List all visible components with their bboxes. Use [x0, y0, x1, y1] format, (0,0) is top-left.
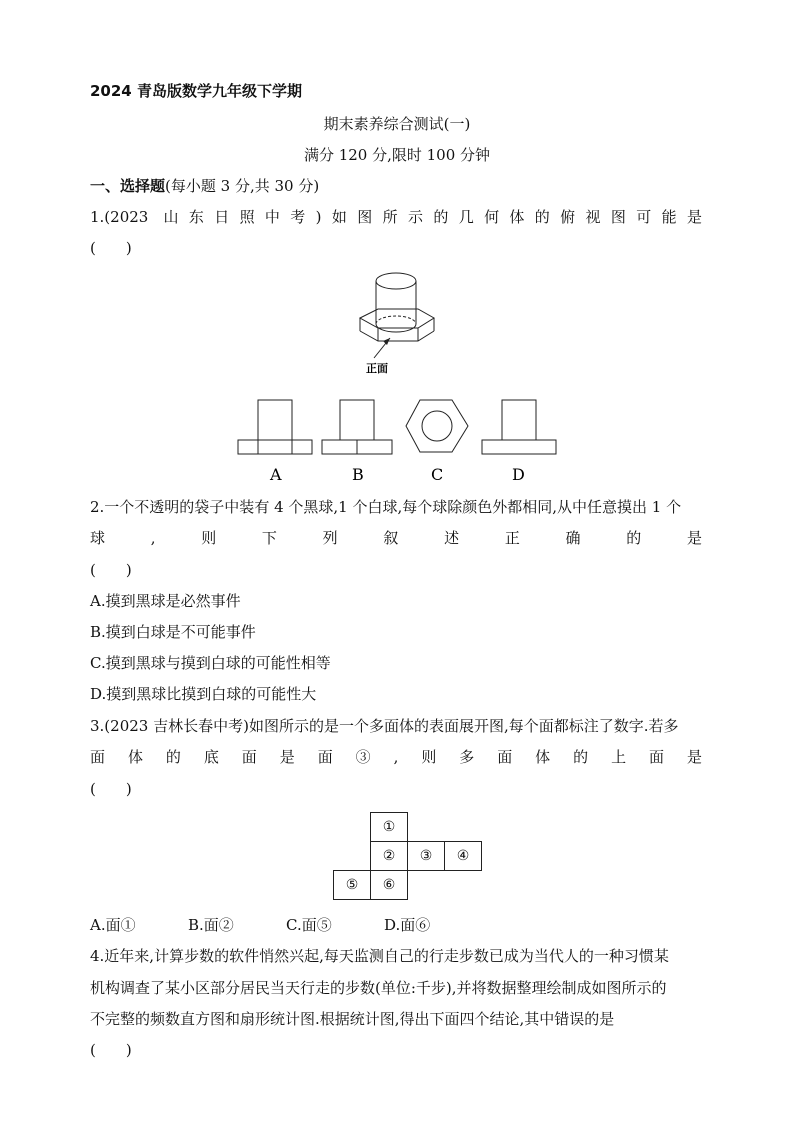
- q2-stem-line2: 球,则下列叙述正确的是: [90, 529, 702, 547]
- q3-option-d: D.面⑥: [384, 916, 431, 934]
- q3-option-c: C.面⑤: [286, 916, 332, 934]
- section-heading: [90, 176, 319, 196]
- q1-option-a-figure: [238, 400, 312, 484]
- q1-option-d-figure: [482, 400, 556, 484]
- q2-stem-line1: 2.一个不透明的袋子中装有 4 个黑球,1 个白球,每个球除颜色外都相同,从中任意摸出 1 个: [90, 498, 682, 516]
- q1-options-figure: [236, 396, 562, 488]
- q3-stem-line2: 面体的底面是面③,则多面体的上面是: [90, 748, 702, 766]
- net-face-3: ③: [408, 842, 445, 871]
- section-heading-label: 一、选择题: [90, 177, 166, 195]
- q1-option-c-figure: [406, 400, 468, 484]
- q2-option-a: A.摸到黑球是必然事件: [90, 592, 241, 610]
- net-face-4: ④: [445, 842, 482, 871]
- net-face-5: ⑤: [334, 871, 371, 900]
- course-title: 2024 青岛版数学九年级下学期: [90, 82, 302, 100]
- q3-option-b: B.面②: [188, 916, 234, 934]
- q3-net-figure: [333, 812, 482, 900]
- q4-answer-paren: ( ): [90, 1041, 132, 1059]
- front-label: 正面: [366, 362, 388, 375]
- exam-title: 期末素养综合测试(一): [323, 115, 471, 133]
- net-face-1: ①: [371, 813, 408, 842]
- q4-stem-line1: 4.近年来,计算步数的软件悄然兴起,每天监测自己的行走步数已成为当代人的一种习惯某: [90, 947, 669, 965]
- net-face-6: ⑥: [371, 871, 408, 900]
- q3-stem-line1: 3.(2023 吉林长春中考)如图所示的是一个多面体的表面展开图,每个面都标注了数字.若多: [90, 717, 679, 735]
- q1-option-b-figure: [322, 400, 392, 484]
- q1-option-a-label: A: [270, 465, 282, 484]
- q3-option-a: A.面①: [90, 916, 136, 934]
- q2-option-b: B.摸到白球是不可能事件: [90, 623, 256, 641]
- q1-answer-paren: ( ): [90, 239, 132, 257]
- q2-option-d: D.摸到黑球比摸到白球的可能性大: [90, 685, 317, 703]
- q1-option-b-label: B: [352, 465, 364, 484]
- q2-option-c: C.摸到黑球与摸到白球的可能性相等: [90, 654, 331, 672]
- q3-answer-paren: ( ): [90, 780, 132, 798]
- q1-solid-figure: [350, 266, 450, 378]
- q1-stem: 1.(2023 山东日照中考)如图所示的几何体的俯视图可能是: [90, 208, 702, 226]
- q1-option-d-label: D: [512, 465, 525, 484]
- q4-stem-line2: 机构调查了某小区部分居民当天行走的步数(单位:千步),并将数据整理绘制成如图所示的: [90, 979, 667, 997]
- net-face-2: ②: [371, 842, 408, 871]
- section-heading-note: (每小题 3 分,共 30 分): [165, 177, 320, 195]
- q4-stem-line3: 不完整的频数直方图和扇形统计图.根据统计图,得出下面四个结论,其中错误的是: [90, 1010, 615, 1028]
- q1-option-c-label: C: [431, 465, 444, 484]
- exam-info: 满分 120 分,限时 100 分钟: [303, 146, 491, 164]
- q2-answer-paren: ( ): [90, 561, 132, 579]
